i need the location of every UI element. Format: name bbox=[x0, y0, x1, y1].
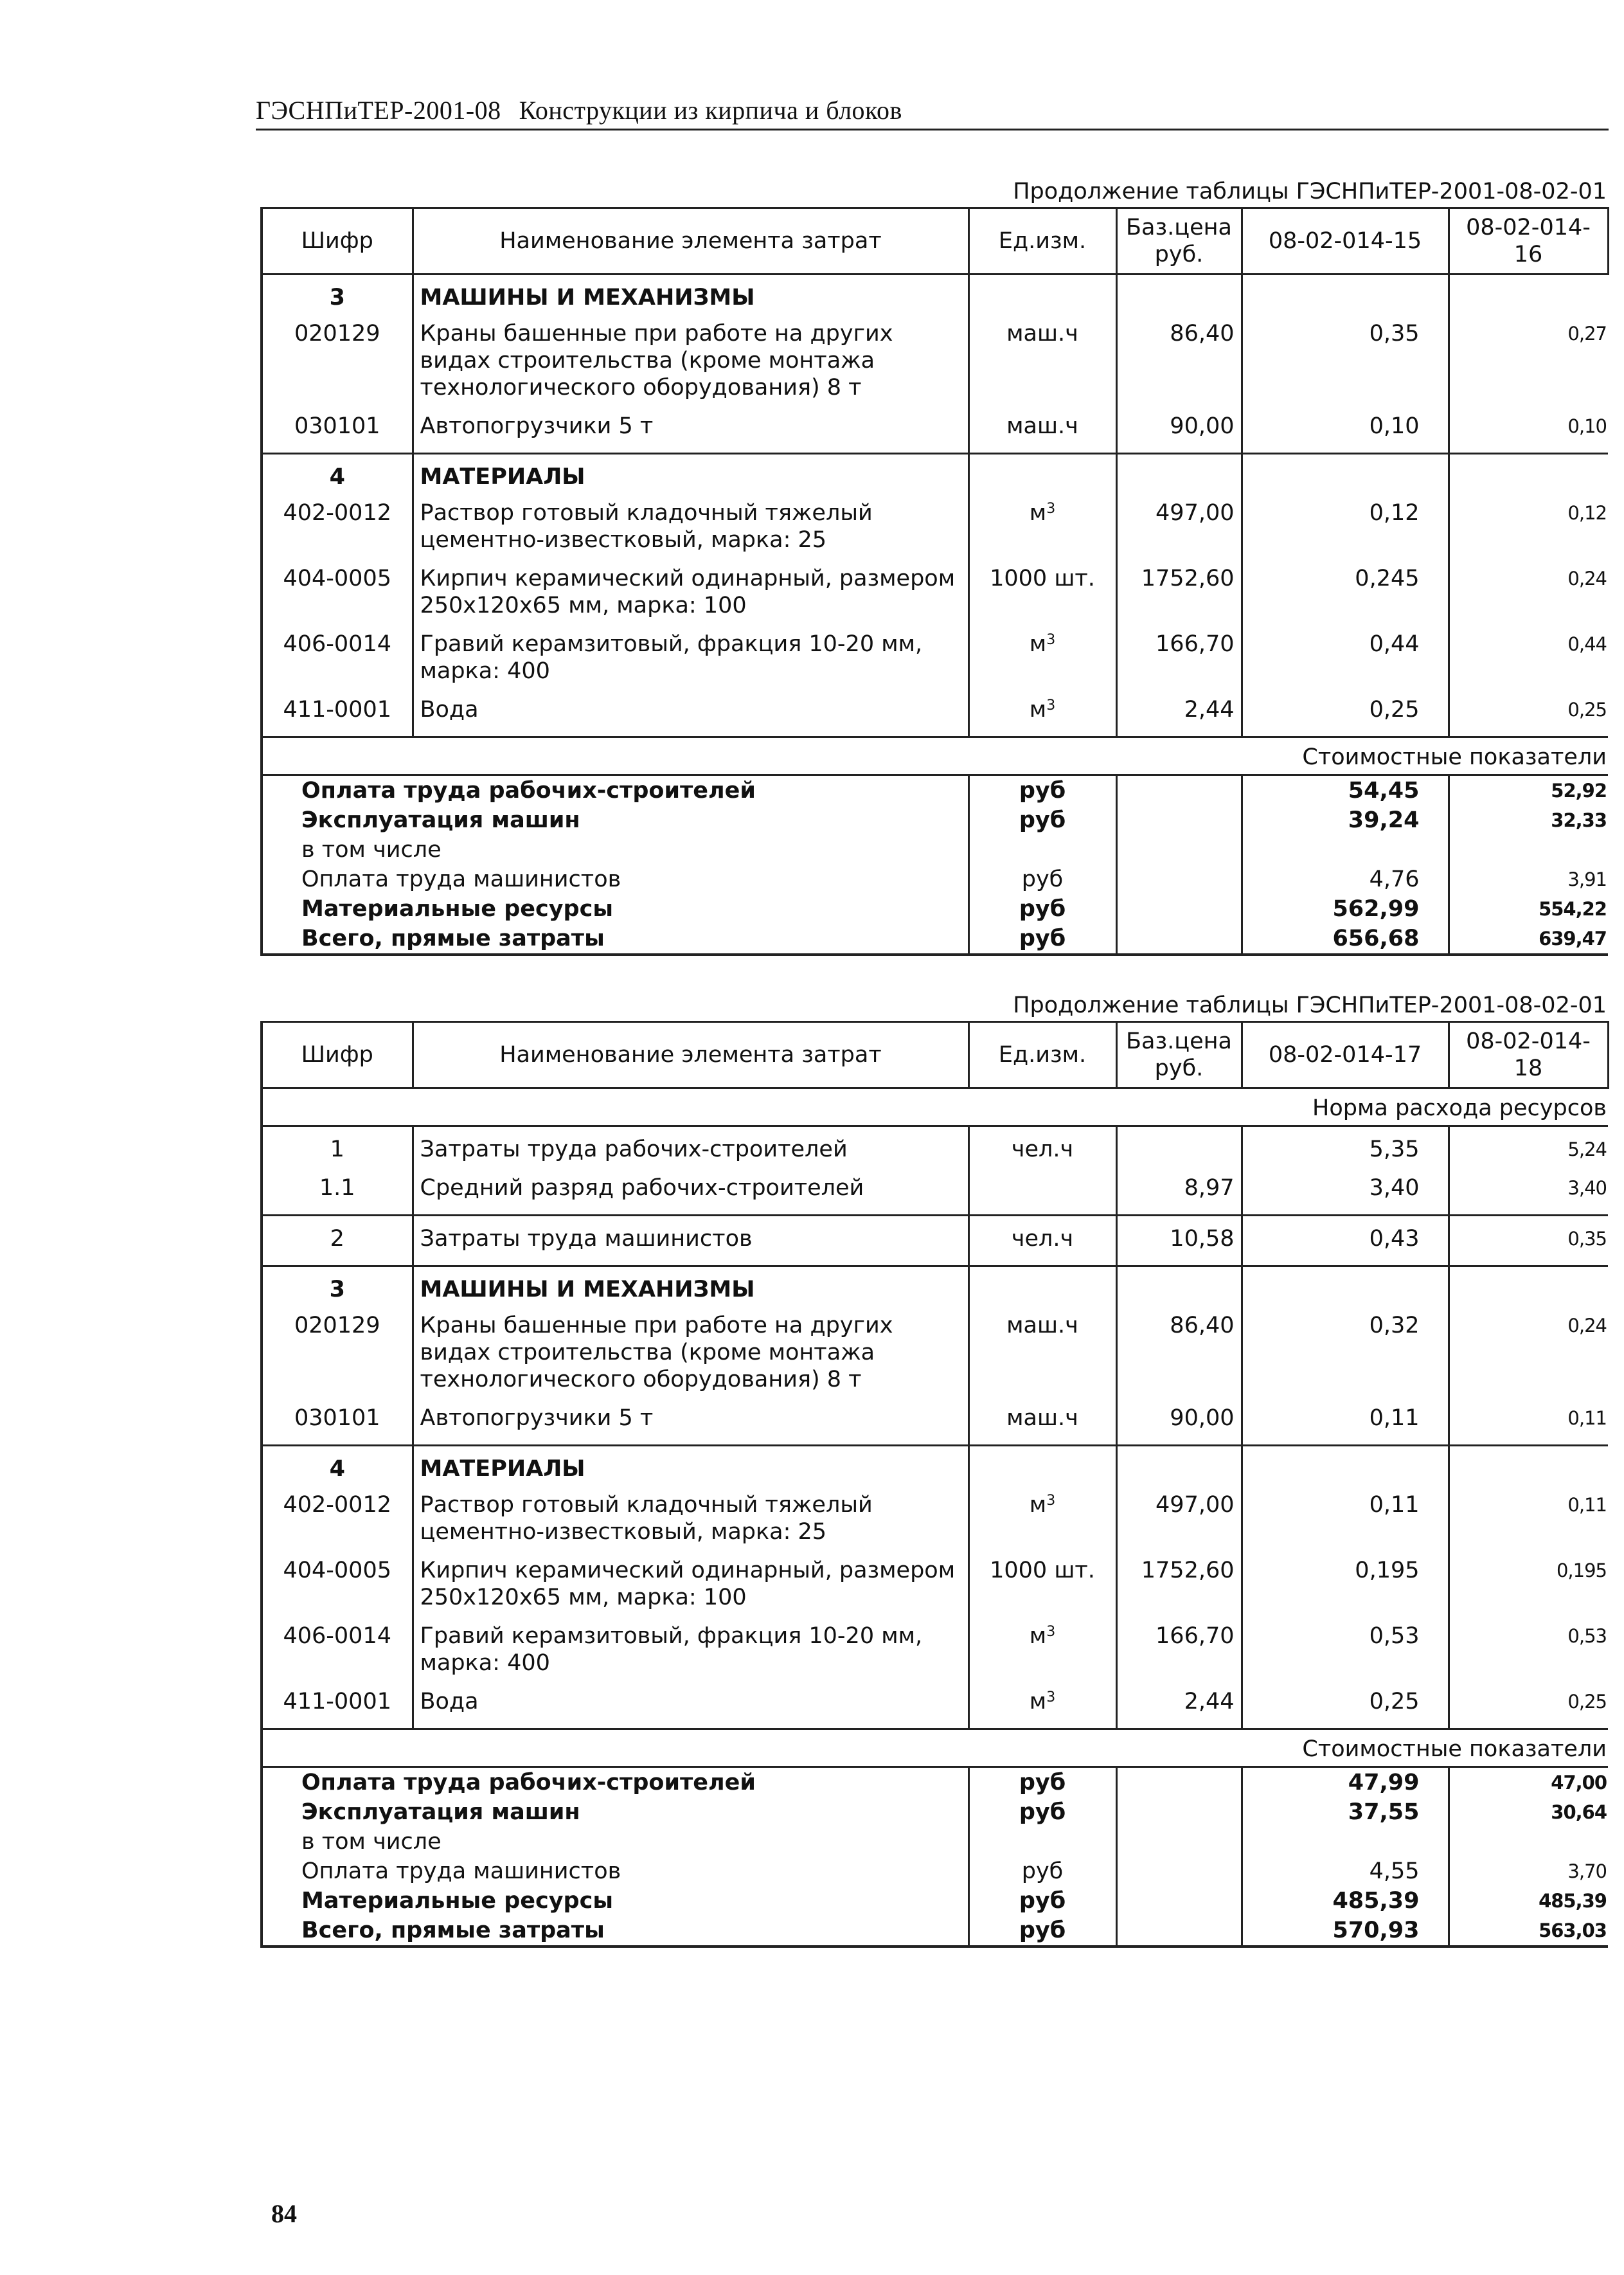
unit-text: м bbox=[1029, 697, 1047, 723]
table-row bbox=[262, 1303, 1608, 1396]
summary-row bbox=[262, 894, 1608, 924]
summary-label: Эксплуатация машин bbox=[262, 805, 968, 835]
section-number: 3 bbox=[262, 1266, 413, 1304]
section-number: 3 bbox=[262, 274, 413, 312]
resource-name: Вода bbox=[413, 1679, 968, 1729]
table-row bbox=[262, 1614, 1608, 1679]
summary-row bbox=[262, 775, 1608, 806]
summary-unit bbox=[968, 1827, 1116, 1857]
cost-table-block-1 bbox=[260, 176, 1607, 956]
summary-value-2: 52,92 bbox=[1551, 780, 1607, 802]
resource-name: Средний разряд рабочих-строителей bbox=[413, 1165, 968, 1216]
rate-value-2: 0,24 bbox=[1567, 568, 1607, 589]
rate-value-1: 0,43 bbox=[1242, 1216, 1449, 1266]
column-header-code: Шифр bbox=[262, 1022, 413, 1088]
column-header-rate-2: 08-02-014-18 bbox=[1449, 1022, 1608, 1088]
rate-value-1: 0,12 bbox=[1242, 490, 1449, 556]
resource-code: 402-0012 bbox=[262, 490, 413, 556]
resource-name: Кирпич керамический одинарный, размером 250х120х65 мм, марка: 100 bbox=[413, 1548, 968, 1614]
resource-table bbox=[260, 1021, 1609, 1948]
table-row bbox=[262, 1165, 1608, 1216]
summary-base-empty bbox=[1116, 1827, 1242, 1857]
table-row bbox=[262, 556, 1608, 622]
summary-row bbox=[262, 1916, 1608, 1947]
resource-unit: чел.ч bbox=[968, 1216, 1116, 1266]
table-header bbox=[262, 1022, 1608, 1088]
resource-code: 020129 bbox=[262, 1303, 413, 1396]
summary-value-1 bbox=[1242, 1827, 1449, 1857]
rate-value-2: 0,195 bbox=[1556, 1560, 1607, 1581]
table-row bbox=[262, 622, 1608, 687]
summary-row bbox=[262, 1827, 1608, 1857]
summary-label: Оплата труда рабочих-строителей bbox=[262, 1767, 968, 1798]
summary-row bbox=[262, 865, 1608, 894]
section-title: МАШИНЫ И МЕХАНИЗМЫ bbox=[413, 1266, 968, 1304]
summary-label: Оплата труда машинистов bbox=[262, 1857, 968, 1886]
resource-table bbox=[260, 207, 1609, 956]
unit-text: маш.ч bbox=[1006, 321, 1078, 346]
rate-value-1: 3,40 bbox=[1242, 1165, 1449, 1216]
base-price: 90,00 bbox=[1116, 404, 1242, 454]
summary-value-1: 47,99 bbox=[1242, 1767, 1449, 1798]
base-price: 2,44 bbox=[1116, 1679, 1242, 1729]
cost-band bbox=[262, 1729, 1608, 1767]
base-price: 2,44 bbox=[1116, 687, 1242, 737]
rate-value-1: 0,10 bbox=[1242, 404, 1449, 454]
resource-name: Затраты труда рабочих-строителей bbox=[413, 1126, 968, 1166]
summary-value-2: 3,91 bbox=[1567, 868, 1607, 890]
summary-row bbox=[262, 1767, 1608, 1798]
table-row bbox=[262, 490, 1608, 556]
unit-text: маш.ч bbox=[1006, 1405, 1078, 1431]
rate-value-1: 0,53 bbox=[1242, 1614, 1449, 1679]
cost-table-block-2 bbox=[260, 990, 1607, 1948]
cost-indicators-label: Стоимостные показатели bbox=[262, 1729, 1608, 1767]
rate-value-1: 0,32 bbox=[1242, 1303, 1449, 1396]
rate-value-2: 0,53 bbox=[1567, 1625, 1607, 1647]
summary-base-empty bbox=[1116, 1857, 1242, 1886]
summary-unit bbox=[968, 835, 1116, 865]
base-price: 166,70 bbox=[1116, 1614, 1242, 1679]
unit-exponent: 3 bbox=[1046, 697, 1056, 714]
summary-label: в том числе bbox=[262, 1827, 968, 1857]
section-title: МАТЕРИАЛЫ bbox=[413, 1446, 968, 1483]
section-materials bbox=[262, 1446, 1608, 1483]
document-title: Конструкции из кирпича и блоков bbox=[519, 96, 902, 125]
unit-text: м bbox=[1029, 1492, 1047, 1518]
summary-base-empty bbox=[1116, 865, 1242, 894]
summary-unit: руб bbox=[968, 1767, 1116, 1798]
resource-code: 020129 bbox=[262, 311, 413, 404]
cost-indicators-label: Стоимостные показатели bbox=[262, 737, 1608, 775]
material-rows bbox=[262, 1482, 1608, 1729]
summary-unit: руб bbox=[968, 1857, 1116, 1886]
resource-code: 030101 bbox=[262, 404, 413, 454]
table-row bbox=[262, 311, 1608, 404]
base-price: 86,40 bbox=[1116, 1303, 1242, 1396]
summary-label: Материальные ресурсы bbox=[262, 1886, 968, 1916]
table-row bbox=[262, 687, 1608, 737]
summary-unit: руб bbox=[968, 865, 1116, 894]
rate-value-1: 0,245 bbox=[1242, 556, 1449, 622]
section-machines bbox=[262, 1266, 1608, 1304]
summary-value-2: 47,00 bbox=[1551, 1772, 1607, 1794]
document-code: ГЭСНПиТЕР-2001-08 bbox=[256, 96, 501, 125]
table-row bbox=[262, 1548, 1608, 1614]
rate-value-1: 0,35 bbox=[1242, 311, 1449, 404]
unit-text: м bbox=[1029, 500, 1047, 526]
resource-code: 406-0014 bbox=[262, 1614, 413, 1679]
resource-name: Краны башенные при работе на других видах строительства (кроме монтажа технологического оборудования) 8 т bbox=[413, 311, 968, 404]
summary-value-1: 4,76 bbox=[1242, 865, 1449, 894]
resource-unit bbox=[968, 404, 1116, 454]
rate-value-1: 0,25 bbox=[1242, 687, 1449, 737]
column-header-base-price: Баз.цена руб. bbox=[1116, 1022, 1242, 1088]
resource-unit bbox=[968, 1126, 1116, 1166]
norm-band bbox=[262, 1088, 1608, 1126]
summary-row bbox=[262, 1797, 1608, 1827]
summary-value-1: 39,24 bbox=[1242, 805, 1449, 835]
summary-row bbox=[262, 924, 1608, 955]
summary-value-2: 3,70 bbox=[1567, 1860, 1607, 1882]
column-header-name: Наименование элемента затрат bbox=[413, 208, 968, 274]
unit-text: м bbox=[1029, 1689, 1047, 1714]
labour-rows bbox=[262, 1126, 1608, 1216]
summary-label: Всего, прямые затраты bbox=[262, 1916, 968, 1947]
summary-unit: руб bbox=[968, 805, 1116, 835]
summary-value-2 bbox=[1449, 835, 1608, 865]
rate-value-2: 0,44 bbox=[1567, 633, 1607, 655]
summary-value-1 bbox=[1242, 835, 1449, 865]
machinist-labour bbox=[262, 1216, 1608, 1266]
summary-row bbox=[262, 1857, 1608, 1886]
resource-name: Гравий керамзитовый, фракция 10-20 мм, марка: 400 bbox=[413, 622, 968, 687]
summary-row bbox=[262, 835, 1608, 865]
resource-code: 411-0001 bbox=[262, 687, 413, 737]
cost-band bbox=[262, 737, 1608, 775]
summary-value-2: 485,39 bbox=[1539, 1890, 1607, 1912]
unit-exponent: 3 bbox=[1046, 632, 1056, 648]
page-number: 84 bbox=[271, 2199, 297, 2228]
resource-name: Вода bbox=[413, 687, 968, 737]
summary-label: Оплата труда рабочих-строителей bbox=[262, 775, 968, 806]
summary-row bbox=[262, 805, 1608, 835]
resource-code: 411-0001 bbox=[262, 1679, 413, 1729]
unit-exponent: 3 bbox=[1046, 1624, 1056, 1640]
base-price: 1752,60 bbox=[1116, 1548, 1242, 1614]
summary-base-empty bbox=[1116, 1916, 1242, 1947]
rate-value-2: 0,27 bbox=[1567, 323, 1607, 345]
resource-unit bbox=[968, 1303, 1116, 1396]
table-row bbox=[262, 404, 1608, 454]
rate-value-1: 0,44 bbox=[1242, 622, 1449, 687]
unit-exponent: 3 bbox=[1046, 1689, 1056, 1705]
summary-value-2: 563,03 bbox=[1449, 1916, 1608, 1947]
summary-unit: руб bbox=[968, 894, 1116, 924]
summary-base-empty bbox=[1116, 1797, 1242, 1827]
resource-name: Краны башенные при работе на других видах строительства (кроме монтажа технологического оборудования) 8 т bbox=[413, 1303, 968, 1396]
unit-text: м bbox=[1029, 1623, 1047, 1649]
unit-exponent: 3 bbox=[1046, 1493, 1056, 1509]
resource-code: 404-0005 bbox=[262, 1548, 413, 1614]
rate-value-2: 0,25 bbox=[1449, 687, 1608, 737]
base-price: 166,70 bbox=[1116, 622, 1242, 687]
rate-value-1: 5,35 bbox=[1242, 1126, 1449, 1166]
resource-code: 404-0005 bbox=[262, 556, 413, 622]
summary-label: Оплата труда машинистов bbox=[262, 865, 968, 894]
unit-text: маш.ч bbox=[1006, 1313, 1078, 1338]
rate-value-2: 5,24 bbox=[1567, 1138, 1607, 1160]
summary-value-2: 639,47 bbox=[1449, 924, 1608, 955]
resource-unit bbox=[968, 687, 1116, 737]
summary-base-empty bbox=[1116, 835, 1242, 865]
resource-unit bbox=[968, 1614, 1116, 1679]
summary-base-empty bbox=[1116, 1886, 1242, 1916]
rate-value-2: 0,35 bbox=[1449, 1216, 1608, 1266]
resource-norm-label: Норма расхода ресурсов bbox=[262, 1088, 1608, 1126]
resource-name: Автопогрузчики 5 т bbox=[413, 404, 968, 454]
machine-rows bbox=[262, 1303, 1608, 1446]
unit-text: 1000 шт. bbox=[990, 1558, 1095, 1583]
column-header-code: Шифр bbox=[262, 208, 413, 274]
unit-text: маш.ч bbox=[1006, 413, 1078, 439]
rate-value-2: 0,11 bbox=[1449, 1396, 1608, 1446]
base-price: 10,58 bbox=[1116, 1216, 1242, 1266]
base-price: 86,40 bbox=[1116, 311, 1242, 404]
table-continuation-caption: Продолжение таблицы ГЭСНПиТЕР-2001-08-02-01 bbox=[1013, 993, 1607, 1018]
unit-exponent: 3 bbox=[1046, 501, 1056, 517]
summary-value-1: 485,39 bbox=[1242, 1886, 1449, 1916]
table-row bbox=[262, 1126, 1608, 1166]
summary-value-2: 32,33 bbox=[1551, 809, 1607, 831]
resource-code: 2 bbox=[262, 1216, 413, 1266]
column-header-rate-2: 08-02-014-16 bbox=[1449, 208, 1608, 274]
resource-unit bbox=[968, 1482, 1116, 1548]
summary-value-1: 4,55 bbox=[1242, 1857, 1449, 1886]
resource-code: 1.1 bbox=[262, 1165, 413, 1216]
column-header-rate-1: 08-02-014-15 bbox=[1242, 208, 1449, 274]
resource-unit bbox=[968, 1679, 1116, 1729]
base-price: 497,00 bbox=[1116, 490, 1242, 556]
resource-code: 1 bbox=[262, 1126, 413, 1166]
summary-unit: руб bbox=[968, 775, 1116, 806]
summary-value-1: 570,93 bbox=[1242, 1916, 1449, 1947]
resource-name: Кирпич керамический одинарный, размером 250х120х65 мм, марка: 100 bbox=[413, 556, 968, 622]
summary-unit: руб bbox=[968, 1916, 1116, 1947]
resource-unit bbox=[968, 556, 1116, 622]
resource-name: Автопогрузчики 5 т bbox=[413, 1396, 968, 1446]
material-rows bbox=[262, 490, 1608, 737]
resource-unit bbox=[968, 1165, 1116, 1216]
section-number: 4 bbox=[262, 1446, 413, 1483]
column-header-rate-1: 08-02-014-17 bbox=[1242, 1022, 1449, 1088]
section-materials bbox=[262, 454, 1608, 491]
summary-value-2 bbox=[1449, 1827, 1608, 1857]
table-row bbox=[262, 1679, 1608, 1729]
summary-label: Материальные ресурсы bbox=[262, 894, 968, 924]
section-machines bbox=[262, 274, 1608, 312]
rate-value-1: 0,11 bbox=[1242, 1482, 1449, 1548]
rate-value-2: 0,12 bbox=[1567, 502, 1607, 524]
rate-value-2: 0,25 bbox=[1449, 1679, 1608, 1729]
rate-value-1: 0,25 bbox=[1242, 1679, 1449, 1729]
summary-label: Всего, прямые затраты bbox=[262, 924, 968, 955]
summary-base-empty bbox=[1116, 924, 1242, 955]
unit-text: 1000 шт. bbox=[990, 566, 1095, 591]
resource-unit bbox=[968, 311, 1116, 404]
resource-unit bbox=[968, 1548, 1116, 1614]
section-title: МАШИНЫ И МЕХАНИЗМЫ bbox=[413, 274, 968, 312]
unit-text: чел.ч bbox=[1011, 1137, 1074, 1162]
resource-name: Гравий керамзитовый, фракция 10-20 мм, марка: 400 bbox=[413, 1614, 968, 1679]
section-number: 4 bbox=[262, 454, 413, 491]
resource-unit bbox=[968, 490, 1116, 556]
resource-name: Затраты труда машинистов bbox=[413, 1216, 968, 1266]
summary-value-1: 37,55 bbox=[1242, 1797, 1449, 1827]
summary-label: в том числе bbox=[262, 835, 968, 865]
summary-base-empty bbox=[1116, 894, 1242, 924]
summary-base-empty bbox=[1116, 775, 1242, 806]
resource-name: Раствор готовый кладочный тяжелый цементно-известковый, марка: 25 bbox=[413, 490, 968, 556]
column-header-unit: Ед.изм. bbox=[968, 1022, 1116, 1088]
section-title: МАТЕРИАЛЫ bbox=[413, 454, 968, 491]
summary-value-2: 554,22 bbox=[1539, 898, 1607, 920]
summary-value-2: 30,64 bbox=[1551, 1801, 1607, 1823]
summary-unit: руб bbox=[968, 1886, 1116, 1916]
rate-value-2: 3,40 bbox=[1449, 1165, 1608, 1216]
column-header-name: Наименование элемента затрат bbox=[413, 1022, 968, 1088]
rate-value-2: 0,10 bbox=[1449, 404, 1608, 454]
summary-label: Эксплуатация машин bbox=[262, 1797, 968, 1827]
resource-code: 030101 bbox=[262, 1396, 413, 1446]
summary-row bbox=[262, 1886, 1608, 1916]
summary-value-1: 656,68 bbox=[1242, 924, 1449, 955]
summary-base-empty bbox=[1116, 1767, 1242, 1798]
machine-rows bbox=[262, 311, 1608, 454]
base-price: 1752,60 bbox=[1116, 556, 1242, 622]
column-header-unit: Ед.изм. bbox=[968, 208, 1116, 274]
rate-value-1: 0,11 bbox=[1242, 1396, 1449, 1446]
table-row bbox=[262, 1482, 1608, 1548]
base-price: 90,00 bbox=[1116, 1396, 1242, 1446]
resource-unit bbox=[968, 1396, 1116, 1446]
summary-base-empty bbox=[1116, 805, 1242, 835]
base-price: 8,97 bbox=[1116, 1165, 1242, 1216]
resource-code: 402-0012 bbox=[262, 1482, 413, 1548]
summary-value-1: 54,45 bbox=[1242, 775, 1449, 806]
rate-value-2: 0,11 bbox=[1567, 1494, 1607, 1516]
table-continuation-caption: Продолжение таблицы ГЭСНПиТЕР-2001-08-02-01 bbox=[1013, 179, 1607, 204]
resource-unit bbox=[968, 622, 1116, 687]
running-header bbox=[256, 95, 1605, 125]
summary-unit: руб bbox=[968, 924, 1116, 955]
resource-name: Раствор готовый кладочный тяжелый цементно-известковый, марка: 25 bbox=[413, 1482, 968, 1548]
base-price: 497,00 bbox=[1116, 1482, 1242, 1548]
cost-summary bbox=[262, 1767, 1608, 1947]
rate-value-2: 0,24 bbox=[1567, 1315, 1607, 1336]
unit-text: м bbox=[1029, 631, 1047, 657]
cost-summary bbox=[262, 775, 1608, 955]
summary-unit: руб bbox=[968, 1797, 1116, 1827]
resource-code: 406-0014 bbox=[262, 622, 413, 687]
base-price bbox=[1116, 1126, 1242, 1166]
column-header-base-price: Баз.цена руб. bbox=[1116, 208, 1242, 274]
table-row bbox=[262, 1396, 1608, 1446]
table-header bbox=[262, 208, 1608, 274]
summary-value-1: 562,99 bbox=[1242, 894, 1449, 924]
header-rule bbox=[256, 129, 1609, 130]
rate-value-1: 0,195 bbox=[1242, 1548, 1449, 1614]
